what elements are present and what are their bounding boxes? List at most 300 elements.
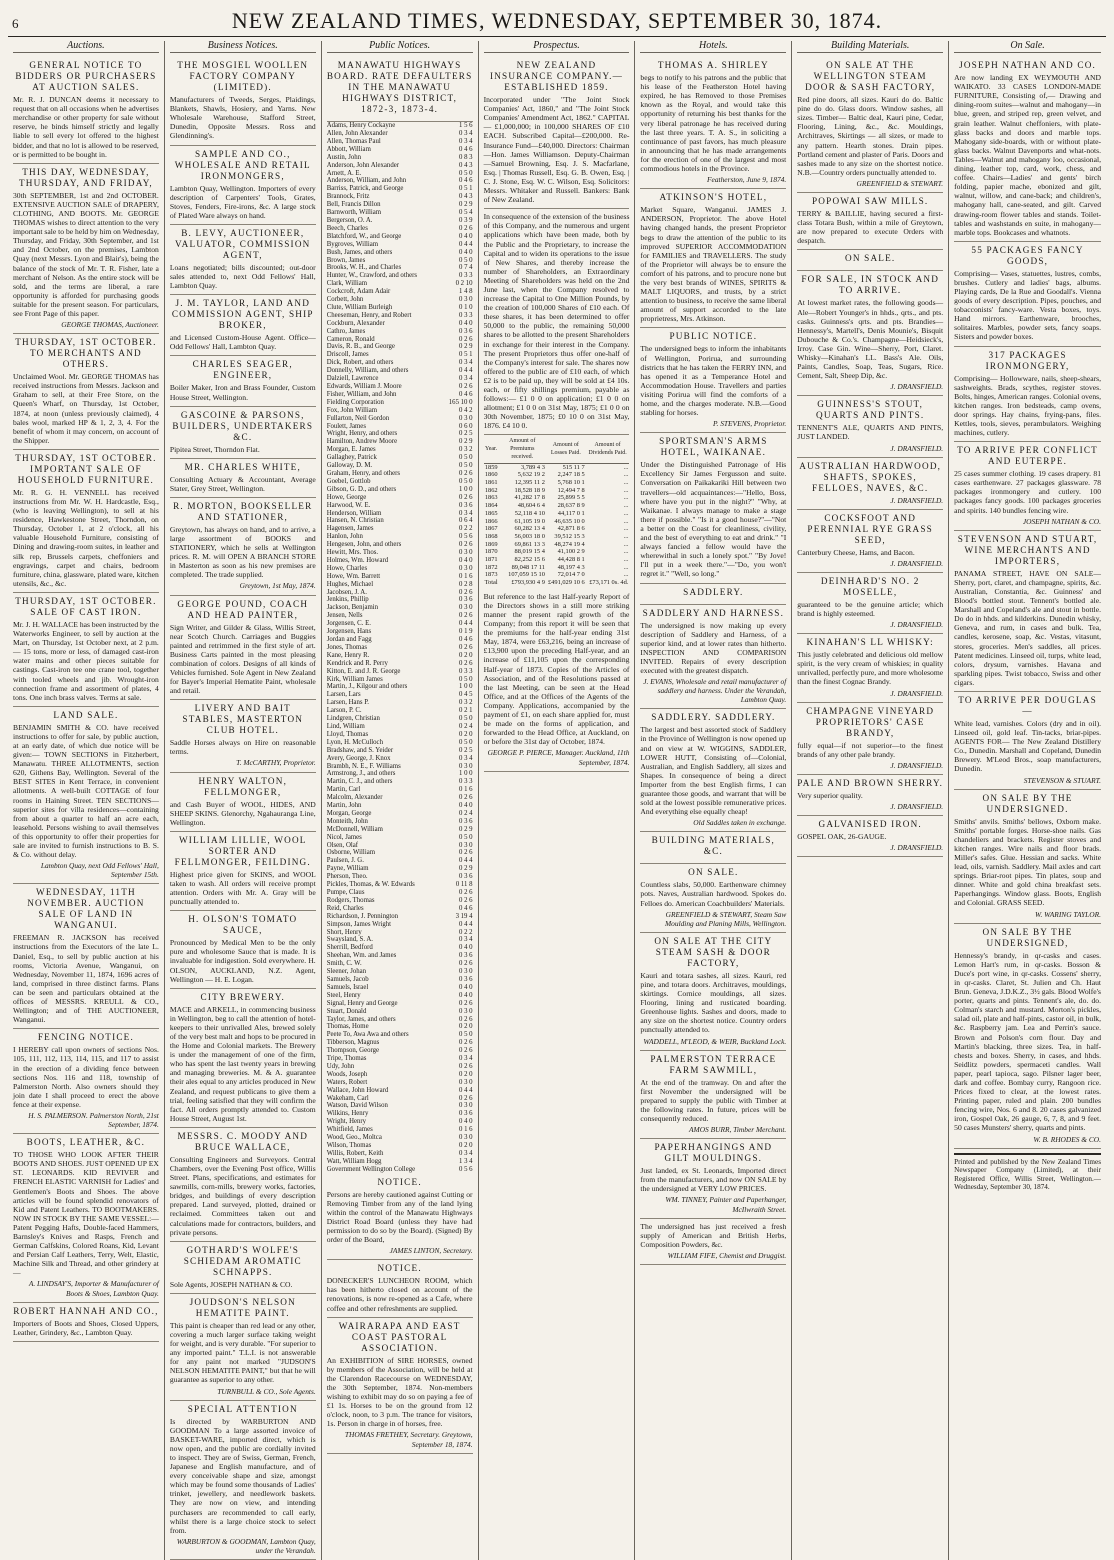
ad-heading: PAPERHANGINGS AND GILT MOULDINGS.: [654, 1142, 773, 1164]
defaulter-name: Payne, William: [326, 865, 369, 873]
amount-owed: 0 5 6: [458, 1165, 473, 1173]
table-row: [327, 905, 473, 913]
defaulter-name: Wright, Henry: [326, 1118, 367, 1126]
ad-heading: SADDLERY AND HARNESS.: [642, 607, 785, 618]
table-row: [484, 479, 630, 487]
advertisement: [797, 634, 943, 702]
amount-owed: 0 4 4: [458, 620, 473, 628]
amount-owed: 0 2 6: [458, 960, 473, 968]
ad-heading: GOTHARD'S WOLFE'S SCHIEDAM AROMATIC SCHNAPPS.: [183, 1244, 302, 1277]
table-row: [327, 818, 473, 826]
table-cell: 41,282 17 8: [514, 494, 545, 502]
defaulter-name: Tibberson, Magnus: [326, 1039, 380, 1047]
amount-owed: 0 3 0: [458, 762, 473, 770]
ad-body-text: TERRY & BAILLIE, having secured a first-class Totara Bush, within a mile of Greytown, are now prepared to execute Orders with despatch.: [797, 209, 944, 246]
defaulter-name: Kitton, E. and J. R. George: [326, 667, 401, 675]
table-cell: 1863: [484, 494, 498, 502]
amount-owed: 0 3 2: [458, 446, 473, 454]
amount-owed: 0 5 1: [458, 351, 473, 359]
ad-body-text: White lead, varnishes. Colors (dry and in oil). Linseed oil, gold leaf. Tin-tacks, briar-pipes. AGENTS FOR— The New Zealand Distillery Co., Dunedin. Marshall and Copeland, Dunedin Brewery. M'Leod Bros., soap manufacturers, Dunedin.: [954, 718, 1101, 774]
amount-owed: 0 4 6: [458, 177, 473, 185]
advertisement: [797, 57, 943, 193]
amount-owed: 0 2 0: [458, 730, 473, 738]
advertisement: [170, 989, 316, 1128]
defaulter-name: Hagensen, James: [326, 525, 374, 533]
table-cell: 25,899 5 5: [557, 494, 585, 502]
advertisement: [170, 700, 316, 772]
ad-body-text: 25 cases summer clothing. 19 cases drapery. 81 cases earthenware. 27 packages glassware. 78 packages ironmongery and cutlery. 100 packages fancy goods. 100 packages groceries and spirits. 140 bundles fencing wire.: [954, 469, 1101, 515]
defaulter-name: Donnelly, William, and others: [326, 367, 409, 375]
defaulter-name: Monteith, John: [326, 817, 368, 825]
table-row: [327, 1087, 473, 1095]
advertisement: [170, 225, 316, 295]
amount-owed: 0 3 0: [458, 1078, 473, 1086]
table-row: [327, 343, 473, 351]
defaulter-name: Taylor, James, and others: [326, 1015, 396, 1023]
table-row: [327, 786, 473, 794]
ad-signature: J. DRANSFIELD.: [890, 843, 944, 853]
defaulter-name: Olsen, Olaf: [326, 841, 359, 849]
table-row: [327, 241, 473, 249]
table-row: [327, 1000, 473, 1008]
table-row: [327, 668, 473, 676]
table-cell: 48,197 4 3: [557, 563, 585, 571]
ad-heading: FENCING NOTICE.: [37, 1032, 134, 1043]
amount-owed: 0 2 6: [458, 335, 473, 343]
ad-heading: WAIRARAPA AND EAST COAST PASTORAL ASSOCIATION.: [338, 1320, 461, 1353]
amount-owed: 0 3 4: [458, 130, 473, 137]
table-cell: 1861: [484, 478, 498, 486]
ad-body-text: At lowest market rates, the following goods— Ale—Robert Younger's in hhds., qrts., and pts. casks. Guinness's qrts. and pts. Brandies—Hennessy's, Martell's, Denis Mounie's, Bisquit Dubouche & Co.'s. Champagne—Heidsieck's, Irroy. Case Gin. Wine—Sherry, Port, Claret. Whisky—Kinahan's LL. Bass's Ale. Oils, Paints, Candles, Soap, Teas, Sugars, Rice. Cement, Salt, Sheep Dip, &c.: [797, 298, 944, 381]
ad-heading: B. LEVY, AUCTIONEER, VALUATOR, COMMISSION AGENT,: [175, 227, 311, 260]
ad-heading: DEINHARD'S NO. 2 MOSELLE,: [820, 575, 920, 597]
ad-heading: 55 PACKAGES FANCY GOODS,: [971, 244, 1084, 266]
insurance-statistics-table: [484, 437, 630, 586]
table-row: [327, 225, 473, 233]
column-heading: Public Notices.: [327, 41, 473, 53]
ad-body-text: The undersigned is now making up every description of Saddlery and Harness, of a superior kind, and at lower rates than hitherto. INSPECTION AND COMPARISON INVITED. Repairs of every description executed with the greatest dispatch.: [640, 620, 787, 675]
table-cell: ...: [623, 494, 629, 502]
ad-heading: JOSEPH NATHAN AND CO.: [959, 60, 1097, 71]
defaulter-name: Jacobsen, J. A.: [326, 588, 367, 596]
table-row: [327, 533, 473, 541]
amount-owed: 0 4 6: [458, 904, 473, 912]
amount-owed: 0 3 0: [458, 564, 473, 572]
table-row: [484, 518, 630, 526]
ad-heading: TO ARRIVE PER CONFLICT AND EUTERPE.: [957, 445, 1098, 467]
advertisement: [954, 242, 1101, 347]
ad-heading: AUSTRALIAN HARDWOOD, SHAFTS, SPOKES, FELLOES, NAVES, &C.: [799, 460, 942, 493]
table-row: [327, 1102, 473, 1110]
table-row: [327, 834, 473, 842]
defaulter-name: Simpson, James Wright: [326, 920, 392, 928]
table-cell: 5,632 19 2: [517, 471, 545, 479]
table-row: [484, 548, 630, 556]
defaulter-name: Peete To, Awa Awa and others: [326, 1031, 409, 1039]
defaulter-name: Cameron, Ronald: [326, 335, 375, 343]
ad-heading: CITY BREWERY.: [200, 991, 286, 1002]
ad-body-text: Mr. R. J. DUNCAN deems it necessary to request that on all occasions when he advertises merchandise or other property for sale without reserve, he binds himself strictly and legally liable to sell every lot offered to the highest bidder, and that no lot is allowed to be reserved, or is permitted to be bought in.: [13, 95, 159, 159]
amount-owed: 0 5 4: [458, 209, 473, 217]
defaulter-name: Hanlon, John: [326, 533, 363, 541]
amount-owed: 0 1 9: [458, 628, 473, 636]
defaulter-name: Anderson, John Alexander: [326, 161, 399, 169]
table-row: [327, 391, 473, 399]
column-7: [949, 41, 1106, 1560]
amount-owed: 0 5 0: [458, 675, 473, 683]
table-row: [327, 691, 473, 699]
table-cell: 61,105 19 0: [514, 517, 545, 525]
advertisement: [170, 356, 316, 406]
defaulter-name: Abbott, William: [326, 145, 371, 153]
defaulter-name: Blatchford, W., and George: [326, 232, 402, 240]
defaulter-name: Larson, P. C.: [326, 707, 362, 715]
defaulter-name: Allen, John Alexander: [326, 130, 388, 137]
column-6: [792, 41, 949, 1560]
table-cell: 1873: [484, 571, 498, 579]
ad-signature: Old Saddles taken in exchange.: [693, 818, 787, 828]
table-cell: 44,428 8 1: [557, 556, 585, 564]
ad-heading: PALMERSTON TERRACE FARM SAWMILL,: [650, 1053, 777, 1075]
table-cell: 18,528 18 9: [514, 486, 545, 494]
defaulter-name: Kane, Henry R.: [326, 651, 370, 659]
table-row: [327, 636, 473, 644]
ad-signature: J. DRANSFIELD.: [890, 688, 944, 698]
defaulter-name: Stuart, Donald: [326, 1007, 367, 1015]
advertisement: [640, 584, 786, 605]
defaulter-name: Austin, John: [326, 153, 362, 161]
table-cell: £793,930 4 9: [511, 579, 545, 587]
column-header: Amount of Losses Paid.: [546, 437, 586, 463]
ad-heading: NOTICE.: [377, 1263, 422, 1274]
ad-body-text: PANAMA STREET, HAVE ON SALE— Sherry, port, claret, and champagne, spirits, &c. Australian, Constantia, &c. Guinness' and Blood's bottled stout. Tennent's bottled ale. Marshall and Copeland's ale and stout in bottle. Do do in hhds. and kilderkins. Dunedin whisky, Geneva, and rum, in cases and bulk. Tea, candles, kerosene, soap, &c. Vestas, vitasunt, stores, groceries. Men's saddles, all prices. Patent medicines. Linseed oil, turps, white lead, colors, drysum, varnishes. Havana and sparkling pipes. Twist tobacco, Swiss and other cigars.: [954, 568, 1101, 687]
ad-body-text: MACE and ARKELL, in commencing business in Wellington, beg to call the attention of hotel-keepers to their unrivalled Ales, brewed solely of the very best malt and hops to be procured in the Home and Colonial markets. The Brewery is under the management of one of the firm, who has spent the last twenty years in brewing and managing breweries. M. & A. guarantee their ales equal to any articles produced in New Zealand, and request publicans to give them a trial, feeling satisfied that they will confirm the fact. All orders promptly attended to. Custom House Street, August 1st.: [169, 1004, 316, 1123]
table-row: [327, 644, 473, 652]
defaulter-name: Brannock, Fritz: [326, 193, 370, 201]
defaulter-name: Pherson, Theo.: [326, 873, 368, 881]
amount-owed: 0 4 0: [458, 248, 473, 256]
amount-owed: 1 0 0: [458, 485, 473, 493]
defaulter-name: Adams, Henry Cockayne: [326, 122, 396, 130]
ad-heading: J. M. TAYLOR, LAND AND COMMISSION AGENT, SHIP BROKER,: [171, 298, 314, 331]
defaulter-name: Anderson, William, and John: [326, 177, 407, 185]
ad-body-text: Under the Distinguished Patronage of His Excellency Sir James Fergusson and suite. Conversation on Paikakariki Hill between two travellers—old acquaintances:—"Hello, Boss, where have you put in the night?" "Why, at Waikanae. I always manage to make a stage there if possible." "Is it a good house?"—"Not a better on the Coast for cleanliness, civility, and the best of everything to eat and drink." "I always fancied a fellow would have the wherewithal in such a lonely spot." "By Jove! I'll put in a week there."—"Do, you won't regret it." "Well, so long.": [640, 460, 787, 579]
ad-heading: HENRY WALTON, FELLMONGER,: [198, 775, 288, 797]
table-row: [327, 470, 473, 478]
advertisement: [327, 1260, 473, 1317]
ad-heading: BUILDING MATERIALS, &C.: [651, 835, 776, 857]
amount-owed: 0 1 6: [458, 786, 473, 794]
defaulter-name: Watson, David Wilson: [326, 1102, 388, 1110]
ad-heading: THE MOSGIEL WOOLLEN FACTORY COMPANY (LIMITED).: [177, 60, 309, 93]
table-row: [327, 494, 473, 502]
table-cell: 515 11 7: [562, 463, 585, 471]
advertisement: [640, 832, 786, 864]
column-header: Amount of Dividends Paid.: [586, 437, 630, 463]
table-row: [327, 596, 473, 604]
table-cell: 12,395 11 2: [514, 478, 545, 486]
amount-owed: 0 4 3: [458, 193, 473, 201]
ad-body-text: Incorporated under "The Joint Stock Companies' Act, 1860," and "The Joint Stock Companies' Amendment Act, 1862." CAPITAL — £1,000,000; in 100,000 SHARES OF £10 EACH. Subscribed Capital—£200,000. Re-Insurance Fund—£40,000. Directors: Chairman—Hon. James Williamson. Deputy-Chairman—Samuel Browning, Esq. J. S. Macfarlane, Esq. | Thomas Russell, Esq. G. B. Owen, Esq. | C. J. Stone, Esq. W. C. Wilson, Esq. Solicitors: Messrs. Whitaker and Russell. Bankers: Bank of New Zealand.: [483, 95, 630, 205]
table-row: [327, 960, 473, 968]
table-row: [327, 604, 473, 612]
advertisement: [327, 1174, 473, 1261]
table-row: [484, 510, 630, 518]
table-cell: ...: [623, 509, 629, 517]
table-row: [327, 177, 473, 185]
defaulter-name: Fullarton, Neil Gordon: [326, 414, 390, 422]
ad-heading: KINAHAN'S LL WHISKY:: [806, 637, 934, 648]
ad-signature: W. B. RHODES & CO.: [1033, 1134, 1101, 1144]
table-header-row: [484, 437, 630, 463]
table-row: [327, 415, 473, 423]
table-row: [327, 1110, 473, 1118]
defaulter-name: Henderson, William: [326, 509, 382, 517]
advertisement: [170, 773, 316, 832]
table-row: [327, 1134, 473, 1142]
amount-owed: 0 3 6: [458, 1110, 473, 1118]
defaulter-name: Allen, Thomas Paul: [326, 137, 381, 145]
table-row: [327, 739, 473, 747]
ad-body-text: DONECKER'S LUNCHEON ROOM, which has been hitherto closed on account of the renovations, is now re-opened as a Cafe, where coffee and other refreshments are supplied.: [326, 1276, 473, 1313]
amount-owed: 0 3 0: [458, 968, 473, 976]
table-row: [327, 628, 473, 636]
ad-body-text: Manufacturers of Tweeds, Serges, Plaidings, Blankets, Shawls, Hosiery, and Yarns. New Wholesale Warehouse, Stafford Street, Dunedin, Opposite Messrs. Ross and Glendinning's.: [169, 95, 316, 141]
ad-heading: PUBLIC NOTICE.: [669, 331, 758, 342]
table-row: [327, 201, 473, 209]
defaulter-name: Clark, William: [326, 280, 368, 288]
table-row: [327, 502, 473, 510]
table-row: [327, 525, 473, 533]
table-row: [327, 1016, 473, 1024]
table-row: [327, 557, 473, 565]
advertisement: [797, 510, 943, 573]
defaulter-name: Cockburn, Alexander: [326, 319, 385, 327]
table-row: [327, 264, 473, 272]
table-row: [327, 802, 473, 810]
ad-body-text: Saddle Horses always on Hire on reasonable terms.: [169, 738, 316, 757]
table-cell: ...: [623, 471, 629, 479]
ad-heading: SPECIAL ATTENTION: [187, 1403, 298, 1414]
table-row: [327, 913, 473, 921]
amount-owed: 0 5 0: [458, 256, 473, 264]
table-cell: 1865: [484, 509, 498, 517]
amount-owed: 0 2 9: [458, 825, 473, 833]
advertisement: [797, 703, 943, 775]
defaulter-name: Fox, John William: [326, 406, 378, 414]
ad-body-text: Countless slabs, 50,000. Earthenware chimney pots. Naves, Australian hardwood. Spokes do. Felloes do. American Coachbuilders' Materials.: [640, 880, 787, 908]
ad-body-text: Just landed, ex St. Leonards, Imported direct from the manufacturers, and now ON SALE by the undersigned at VERY LOW PRICES.: [640, 1166, 787, 1194]
defaulter-name: Cockcroft, Adam Adair: [326, 288, 391, 296]
table-row: [484, 579, 630, 587]
table-row: [327, 170, 473, 178]
ad-heading: ON SALE BY THE UNDERSIGNED,: [982, 926, 1073, 948]
amount-owed: 0 2 6: [458, 469, 473, 477]
table-row: [327, 399, 473, 407]
table-row: [327, 565, 473, 573]
table-cell: 5,768 10 1: [557, 478, 585, 486]
table-row: [327, 1079, 473, 1087]
table-row: [327, 367, 473, 375]
table-row: [327, 162, 473, 170]
defaulter-name: Steel, Henry: [326, 991, 361, 999]
defaulter-name: Barriss, Patrick, and George: [326, 185, 404, 193]
amount-owed: 0 3 9: [458, 216, 473, 224]
ad-body-text: Comprising— Vases, statuettes, lustres, combs, brushes. Cutlery and ladies' bags, albums. Playing cards, De la Rue and Goodall's. Vienna goods of every description. Pipes, pouches, and tobacconists' fancy-ware. Vesta boxes, toys. Hand mirrors. Earthenware, brooches, solitaires. Marbles, powder sets, fancy soaps. Sisters and powder boxes.: [954, 268, 1101, 342]
amount-owed: 0 1 6: [458, 572, 473, 580]
amount-owed: 0 2 6: [458, 588, 473, 596]
table-cell: 1871: [484, 556, 498, 564]
advertisement: [170, 407, 316, 459]
defaulter-name: Samuels, Israel: [326, 983, 369, 991]
amount-owed: 0 4 0: [458, 556, 473, 564]
ad-body-text: TO THOSE WHO LOOK AFTER THEIR BOOTS AND SHOES. JUST OPENED UP EX ST. LEONARDS. KID REVIVER and FRENCH ELASTIC VARNISH for Ladies' and Gentlemen's Boots and Shoes. The above articles will be found splendid renovators of Kid and Patent Leathers. TO BOOTMAKERS. NOW IN STOCK BY THE SAME VESSEL:— Patent Pegging Hafts, Double-faced Hammers, Barnsley's Knives and Rasps, French and German Calfskins, Colored Roans, Kid, Levant and Persian Calf Leathers, Terry, Welt, Elastic, Machine Silk and Thread, and other grindery at—: [13, 1150, 159, 1278]
defaulter-name: Waters, Robert: [326, 1078, 368, 1086]
ad-body-text: and Cash Buyer of WOOL, HIDES, AND SHEEP SKINS. Glenorchy, Ngahauranga Line, Wellington.: [169, 799, 316, 827]
defaulter-name: Hunter, W., Crawford, and others: [326, 272, 418, 280]
ad-heading: GENERAL NOTICE TO BIDDERS OR PURCHASERS AT AUCTION SALES.: [15, 60, 157, 93]
table-row: [327, 257, 473, 265]
ad-heading: NEW ZEALAND INSURANCE COMPANY.—ESTABLISHED 1859.: [489, 60, 624, 93]
defaulter-name: Richardson, J. Pennington: [326, 912, 399, 920]
ad-heading: SADDLERY.: [683, 586, 744, 597]
amount-owed: 0 3 4: [458, 1055, 473, 1063]
table-row: [327, 1126, 473, 1134]
table-cell: 1866: [484, 517, 498, 525]
table-row: [327, 699, 473, 707]
defaulter-name: Wright, Henry, and others: [326, 430, 398, 438]
defaulter-name: Tripe, Thomas: [326, 1055, 367, 1063]
advertisement: [170, 459, 316, 498]
table-row: [327, 454, 473, 462]
ad-body-text: Mr. J. H. WALLACE has been instructed by the Waterworks Engineer, to sell by auction at the Mart, on Thursday, 1st October next, at 2 p.m.— 15 tons, more or less, of damaged cast-iron water mains and other pieces suitable for castings. Cast-iron tee one crane tool, together with tooled wheels and jib. Wrought-iron connection frame and assortment of plates, 4 tons. One inch brass valves. Terms at sale.: [13, 619, 159, 702]
table-cell: 48,274 19 4: [554, 540, 585, 548]
ad-body-text: An EXHIBITION of SIRE HORSES, owned by members of the Association, will be held at the Clarendon Racecourse on WEDNESDAY, the 30th September, 1874. Non-members wishing to exhibit may do so on paying a fee of £1 1s. Horses to be on the ground from 12 o'clock, noon, to 3 p.m. The trance for visitors, 1s. Person in charge in of horses, free.: [326, 1355, 473, 1429]
defaulter-name: McDonnell, William: [326, 825, 383, 833]
ad-body-text: Very superior quality.: [797, 790, 863, 800]
table-row: [484, 471, 630, 479]
amount-owed: 0 2 6: [458, 999, 473, 1007]
table-row: [327, 929, 473, 937]
amount-owed: 0 4 6: [458, 390, 473, 398]
table-cell: ...: [623, 486, 629, 494]
amount-owed: 0 3 0: [458, 1134, 473, 1142]
ad-heading: SAMPLE AND CO., WHOLESALE AND RETAIL IRONMONGERS,: [174, 148, 311, 181]
table-row: [327, 1166, 473, 1174]
table-cell: 48,604 6 4: [517, 502, 545, 510]
defaulter-name: Watt, William Hogg: [326, 1157, 382, 1165]
amount-owed: 0 5 0: [458, 477, 473, 485]
advertisement: [797, 271, 943, 396]
amount-owed: 0 3 0: [458, 549, 473, 557]
table-row: [327, 193, 473, 201]
ad-heading: ROBERT HANNAH AND CO.,: [13, 1305, 159, 1316]
defaulter-name: Jorgensen, Hans: [326, 628, 372, 636]
table-row: [327, 478, 473, 486]
defaulter-name: Cheeseman, Henry, and Robert: [326, 311, 412, 319]
ad-heading: SADDLERY. SADDLERY.: [651, 712, 776, 723]
table-row: [327, 351, 473, 359]
ad-signature: J. EVANS, Wholesale and retail manufacturer of saddlery and harness. Under the Verandah, Lambton Quay.: [643, 677, 787, 705]
ad-body-text: Red pine doors, all sizes. Kauri do do. Baltic pine do do. Glass doors. Window sashes, all sizes. Timber— Baltic deal, Kauri pine, Cedar, Flooring, Lining, &c., &c. Mouldings, Architraves, Skirtings — all sizes, or made to any pattern. Hearth stones. Drain pipes. Portland cement and plaster of Paris. Doors and sashes made to any size on the shortest notice. N.B.—Country orders punctually attended to.: [797, 95, 944, 177]
table-row: [327, 952, 473, 960]
defaulter-name: Smith, C. W.: [326, 960, 362, 968]
advertisement: [954, 692, 1101, 790]
table-row: [327, 976, 473, 984]
ad-body-text: Kauri and totara sashes, all sizes. Kauri, red pine, and totara doors. Architraves, mouldings, skirtings. Cornice mouldings, all sizes. Flooring, lining and rusticated boarding. Greenhouse lights. Sashes and doors, made to any size on the shortest notice. Country orders punctually attended to.: [640, 970, 787, 1035]
table-row: [327, 849, 473, 857]
table-cell: ...: [623, 502, 629, 510]
advertisement: [484, 209, 630, 435]
amount-owed: 0 3 6: [458, 873, 473, 881]
amount-owed: 0 3 6: [458, 501, 473, 509]
amount-owed: 0 3 4: [458, 754, 473, 762]
defaulter-name: Paulsen, J. G.: [326, 857, 364, 865]
table-row: [327, 747, 473, 755]
table-row: [484, 556, 630, 564]
table-row: [327, 755, 473, 763]
table-cell: ...: [623, 548, 629, 556]
defaulter-name: Gibson, G. D., and others: [326, 485, 397, 493]
amount-owed: 0 3 3: [458, 311, 473, 319]
table-row: [327, 272, 473, 280]
advertisement: [640, 57, 786, 189]
defaulter-name: Swaysland, S. A.: [326, 936, 373, 944]
defaulter-name: Martin, J., Kilgour and others: [326, 683, 408, 691]
advertisement: [327, 1318, 473, 1454]
defaulter-name: Morgan, George: [326, 809, 372, 817]
table-row: [484, 564, 630, 572]
defaulter-name: Harwood, W. E.: [326, 501, 371, 509]
defaulter-name: Lind, William: [326, 722, 365, 730]
ad-heading: THURSDAY, 1ST OCTOBER. IMPORTANT SALE OF HOUSEHOLD FURNITURE.: [15, 452, 157, 485]
ad-body-text: Market Square, Wanganui. JAMES J. ANDERSON, Proprietor. The above Hotel having changed hands, the present Proprietor begs to draw the attention of the public to its improved SUPERIOR ACCOMMODATION for FAMILIES and TRAVELLERS. The study of the Proprietor will always be to ensure the comfort of his patrons, and to procure none but the very best brands of WINES, SPIRITS & MALT LIQUORS, and trusts, by a strict attention to business, to receive the same liberal amount of support accorded to the late proprietress, Mrs. Atkinson.: [640, 205, 787, 324]
ad-body-text: Importers of Boots and Shoes, Closed Uppers, Leather, Grindery, &c., Lambton Quay.: [13, 1318, 159, 1337]
advertisement: [797, 775, 943, 816]
defaulter-name: Driscoll, James: [326, 351, 369, 359]
ad-heading: WILLIAM LILLIE, WOOL SORTER AND FELLMONGER, FEILDING.: [174, 834, 311, 867]
table-row: [327, 359, 473, 367]
defaulter-name: Howe, Wm. Barrett: [326, 572, 381, 580]
table-row: [327, 921, 473, 929]
table-row: [327, 233, 473, 241]
newspaper-title: NEW ZEALAND TIMES, WEDNESDAY, SEPTEMBER 30, 1874.: [231, 8, 883, 33]
advertisement: [327, 57, 473, 122]
amount-owed: 0 4 0: [458, 319, 473, 327]
defaulter-name: Jenkins, Phillip: [326, 596, 369, 604]
table-row: [327, 320, 473, 328]
table-row: [327, 715, 473, 723]
ad-heading: GASCOINE & PARSONS, BUILDERS, UNDERTAKERS &C.: [172, 409, 314, 442]
defaulter-name: Brown, James: [326, 256, 366, 264]
table-row: [327, 652, 473, 660]
amount-owed: 0 2 9: [458, 201, 473, 209]
advertisement: [170, 295, 316, 356]
ad-heading: CHARLES SEAGER, ENGINEER,: [192, 359, 293, 381]
ad-signature: GEORGE THOMAS, Auctioneer.: [61, 320, 159, 330]
amount-owed: 0 2 9: [458, 343, 473, 351]
column-heading: Building Materials.: [797, 41, 943, 53]
amount-owed: 0 3 6: [458, 327, 473, 335]
table-row: [327, 217, 473, 225]
column-1: [8, 41, 165, 1560]
ad-body-text: Sole Agents, JOSEPH NATHAN & CO.: [169, 1279, 293, 1289]
ad-heading: ON SALE AT THE WELLINGTON STEAM DOOR & SASH FACTORY,: [805, 60, 936, 93]
ad-body-text: Mr. R. G. H. VENNELL has received instructions from Mr. W. H. Hardcastle, Esq., (who is leaving Wellington), to sell at his residence, Hawkestone Street, Thorndon, on Thursday, October 1, at 2 o'clock, all his valuable Household Furniture, consisting of Dining and drawing-room suites, in leather and silk rep, Brussels carpets, cheffoniers and engravings, carpet and chairs, bedroom furniture, china, glassware, plated ware, kitchen utensils, &c., &c.: [13, 487, 159, 588]
amount-owed: 0 3 0: [458, 841, 473, 849]
ad-body-text: 30th SEPTEMBER, 1st and 2nd OCTOBER. EXTENSIVE AUCTION SALE of DRAPERY, CLOTHING, AND BOOTS. Mr. GEORGE THOMAS wishes to direct attention to the very important sale to be held by him on Wednesday, Thursday, and Friday, 30th September, and 1st and 2nd October, on the premises, Lambton Quay (next Messrs. Lyon and Blair's), being the balance of the stock of Mr. T. R. Fisher, late a merchant of Nelson. As the entire stock will be sold, and the terms are liberal, a rare opportunity is afforded for purchasing goods suitable for the present season. For particulars, see Front Page of this paper.: [13, 190, 159, 318]
ad-heading: MESSRS. C. MOODY AND BRUCE WALLACE,: [177, 1130, 309, 1152]
